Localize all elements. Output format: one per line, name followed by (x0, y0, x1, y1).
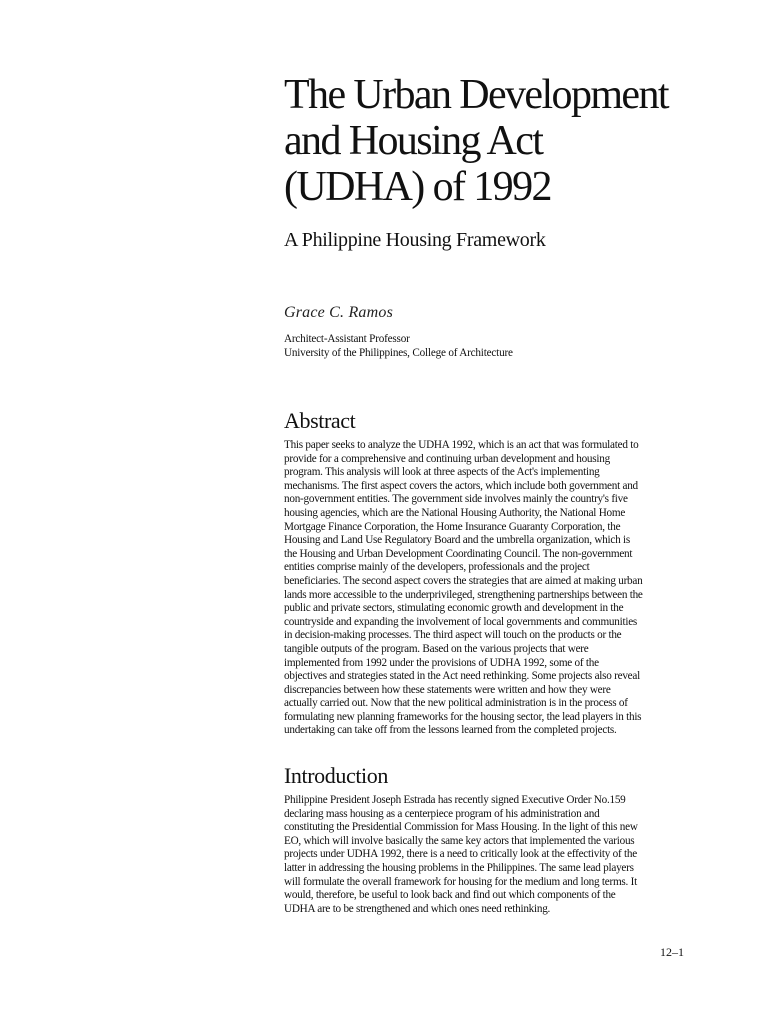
text-line: entities comprise mainly of the developers, professionals and the project (284, 561, 590, 574)
text-line: latter in addressing the housing problems in the Philippines. The same lead players (284, 862, 634, 875)
text-line: mechanisms. The first aspect covers the actors, which include both government and (284, 479, 638, 492)
text-line: countryside and expanding the involvement of local governments and communities (284, 615, 638, 628)
text-line: would, therefore, be useful to look back and find out which components of the (284, 889, 616, 902)
text-line: constituting the Presidential Commission for Mass Housing. In the light of this new (284, 821, 638, 834)
author-position: Architect-Assistant Professor (284, 333, 410, 345)
introduction-heading: Introduction (284, 763, 388, 789)
abstract-paragraph (284, 439, 686, 738)
text-line: will formulate the overall framework for housing for the medium and long terms. It (284, 875, 637, 888)
text-line: lands more accessible to the underprivileged, strengthening partnerships between the (284, 588, 643, 601)
title-line: The Urban Development (284, 72, 668, 118)
text-line: beneficiaries. The second aspect covers the strategies that are aimed at making urban (284, 574, 643, 587)
paper-title (284, 72, 686, 210)
text-line: This paper seeks to analyze the UDHA 1992, which is an act that was formulated to (284, 439, 639, 451)
text-line: program. This analysis will look at three aspects of the Act's implementing (284, 466, 600, 479)
author-institution: University of the Philippines, College of Architecture (284, 346, 513, 359)
text-line: declaring mass housing as a centerpiece program of his administration and (284, 807, 600, 820)
article-body (284, 72, 686, 916)
text-line: undertaking can take off from the lessons learned from the completed projects. (284, 724, 617, 737)
text-line: Mortgage Finance Corporation, the Home Insurance Guaranty Corporation, the (284, 520, 621, 533)
text-line: EO, which will involve basically the same key actors that implemented the various (284, 834, 635, 847)
abstract-heading: Abstract (284, 408, 356, 433)
page-number: 12–1 (660, 945, 684, 959)
author-affiliation (284, 333, 686, 360)
text-line: housing agencies, which are the National Housing Authority, the National Home (284, 506, 626, 519)
text-line: in decision-making processes. The third aspect will touch on the products or the (284, 629, 622, 642)
text-line: projects under UDHA 1992, there is a need to critically look at the effectivity of the (284, 848, 637, 861)
text-line: public and private sectors, stimulating economic growth and development in the (284, 602, 624, 615)
paper-subtitle: A Philippine Housing Framework (284, 229, 546, 251)
title-line: and Housing Act (284, 118, 543, 164)
text-line: UDHA are to be strengthened and which ones need rethinking. (284, 902, 551, 915)
text-line: provide for a comprehensive and continuing urban development and housing (284, 452, 610, 465)
text-line: implemented from 1992 under the provisions of UDHA 1992, some of the (284, 656, 599, 669)
text-line: actually carried out. Now that the new political administration is in the process of (284, 697, 628, 710)
text-line: Philippine President Joseph Estrada has recently signed Executive Order No.159 (284, 794, 626, 807)
text-line: the Housing and Urban Development Coordinating Council. The non-government (284, 547, 633, 560)
text-line: objectives and strategies stated in the Act need rethinking. Some projects also reveal (284, 670, 640, 683)
introduction-paragraph (284, 794, 686, 916)
author-name: Grace C. Ramos (284, 304, 394, 321)
text-line: non-government entities. The government side involves mainly the country's five (284, 493, 628, 506)
text-line: Housing and Land Use Regulatory Board and the umbrella organization, which is (284, 534, 630, 547)
title-line: (UDHA) of 1992 (284, 164, 551, 210)
text-line: tangible outputs of the program. Based on the various projects that were (284, 642, 589, 655)
text-line: formulating new planning frameworks for the housing sector, the lead players in this (284, 710, 642, 723)
text-line: discrepancies between how these statements were written and how they were (284, 683, 611, 696)
